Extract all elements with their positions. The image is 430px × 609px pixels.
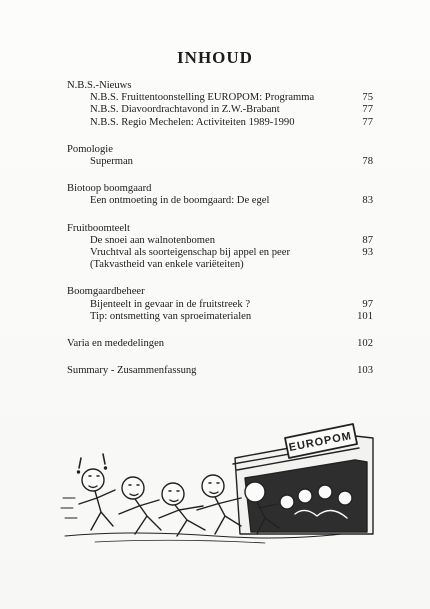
toc-entry — [67, 104, 373, 116]
section-heading: Pomologie — [67, 143, 113, 155]
section-heading: Fruitboomteelt — [67, 222, 130, 234]
toc-entry — [67, 117, 373, 129]
toc-standalone-varia — [67, 338, 373, 350]
entry-page: 77 — [362, 116, 373, 128]
section-heading: N.B.S.-Nieuws — [67, 80, 132, 91]
entry-page: 103 — [357, 365, 373, 377]
entry-label: N.B.S. Diavoordrachtavond in Z.W.-Brabant — [90, 104, 280, 116]
entry-label: Bijenteelt in gevaar in de fruitstreek ? — [90, 298, 251, 310]
toc-section-nbs-nieuws — [67, 80, 373, 129]
toc-section-fruitboomteelt — [67, 223, 373, 272]
entry-page: 101 — [357, 310, 373, 322]
entry-page: 102 — [357, 338, 373, 350]
entry-page: 87 — [362, 234, 373, 246]
cartoon-sign-text: EUROPOM — [287, 430, 353, 455]
toc-entry — [67, 92, 373, 104]
toc-standalone-summary — [67, 365, 373, 377]
entry-page: 78 — [362, 156, 373, 168]
toc-entry — [67, 259, 373, 271]
europom-cartoon-illustration — [55, 418, 375, 548]
section-heading: Biotoop boomgaard — [67, 183, 152, 195]
toc-entry — [67, 311, 373, 323]
entry-page: 77 — [362, 104, 373, 116]
entry-label: N.B.S. Fruittentoonstelling EUROPOM: Programma — [90, 92, 315, 104]
entry-page: 75 — [362, 92, 373, 104]
toc-entry — [67, 156, 373, 168]
entry-page: 93 — [362, 247, 373, 259]
entry-page — [343, 259, 373, 271]
entry-label: Varia en mededelingen — [67, 338, 165, 350]
entry-label: De snoei aan walnotenbomen — [90, 234, 216, 246]
toc-entry — [67, 195, 373, 207]
entry-label: Summary - Zusammenfassung — [67, 365, 197, 377]
toc-section-biotoop-boomgaard — [67, 183, 373, 207]
toc-entry — [67, 299, 373, 311]
page-title: INHOUD — [177, 48, 253, 67]
section-heading: Boomgaardbeheer — [67, 286, 145, 298]
entry-label: N.B.S. Regio Mechelen: Activiteiten 1989-1990 — [90, 116, 295, 128]
entry-label: Vruchtval als soorteigenschap bij appel en peer — [90, 247, 290, 259]
toc-section-pomologie — [67, 144, 373, 168]
entry-label: Superman — [90, 156, 133, 168]
entry-label: Een ontmoeting in de boomgaard: De egel — [90, 195, 270, 207]
toc-entry — [67, 247, 373, 259]
entry-page: 83 — [362, 195, 373, 207]
table-of-contents — [67, 80, 373, 392]
entry-label: (Takvastheid van enkele variëteiten) — [90, 259, 244, 271]
entry-label: Tip: ontsmetting van sproeimaterialen — [90, 310, 252, 322]
toc-section-boomgaardbeheer — [67, 286, 373, 323]
entry-page: 97 — [362, 298, 373, 310]
toc-entry — [67, 235, 373, 247]
